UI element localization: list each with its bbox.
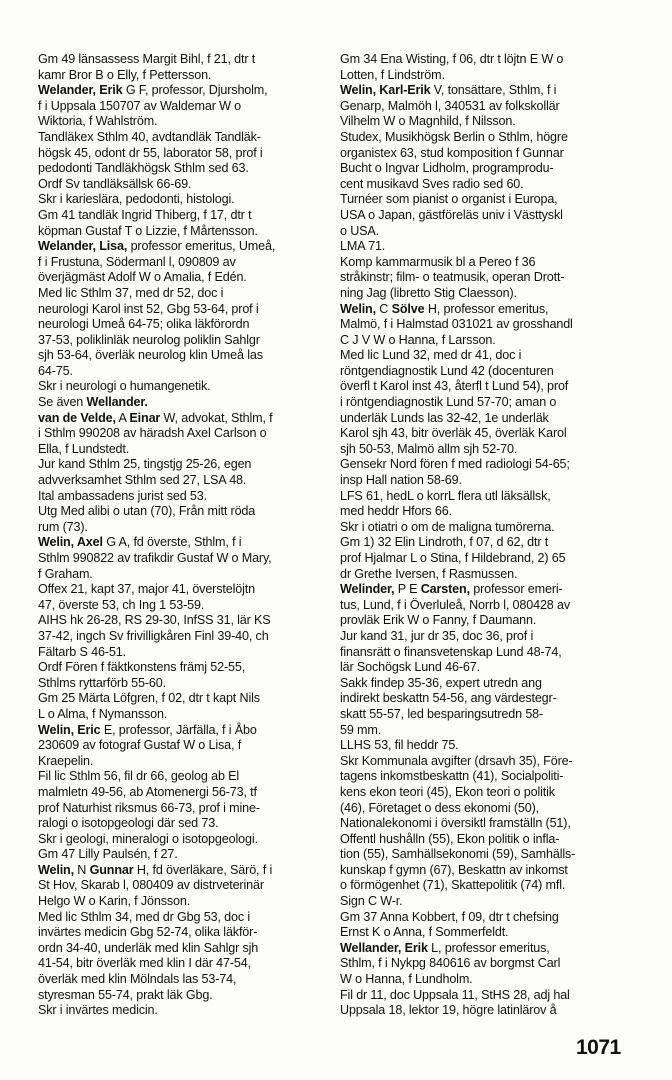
text-line <box>38 286 328 302</box>
text-run: Komp kammarmusik bl a Pereo f 36 <box>340 254 536 269</box>
text-run: Med lic Lund 32, med dr 41, doc i <box>340 348 522 363</box>
text-run: Fältarb S 46-51. <box>38 644 126 659</box>
text-run: 37-42, ingch Sv frivilligkåren Finl 39-40, ch <box>38 628 269 643</box>
text-run: stråkinstr; film- o teatmusik, operan Drott- <box>340 270 565 285</box>
text-line <box>340 270 636 286</box>
text-line <box>38 598 328 614</box>
text-run: pedodonti Tandläkhögsk Sthlm sed 63. <box>38 161 249 176</box>
text-line <box>340 395 636 411</box>
text-run: 37-53, poliklinläk neurolog poliklin Sahlgr <box>38 332 260 347</box>
text-run: USA o Japan, gästföreläs univ i Västtyskl <box>340 207 563 222</box>
text-run: Sthlms ryttarförb 55-60. <box>38 675 166 690</box>
text-run: Bucht o Ingvar Lidholm, programprodu- <box>340 161 554 176</box>
bold-run: Wellander. <box>86 395 148 410</box>
text-line <box>340 333 636 349</box>
text-run: styresman 55-74, prakt läk Gbg. <box>38 987 213 1002</box>
text-line <box>340 177 636 193</box>
bold-run: Sölve <box>391 301 425 316</box>
text-line <box>340 114 636 130</box>
text-run: cent musikavd Sves radio sed 60. <box>340 176 524 191</box>
text-line <box>340 442 636 458</box>
text-line <box>38 364 328 380</box>
text-line <box>38 99 328 115</box>
text-line <box>340 629 636 645</box>
text-line <box>38 878 328 894</box>
text-run: överfl t Karol inst 43, återfl t Lund 54), prof <box>340 379 569 394</box>
text-run: högsk 45, odont dr 55, laborator 58, prof i <box>38 145 263 160</box>
text-run: Sign C W-r. <box>340 894 403 909</box>
text-run: (46), Företaget o dess ekonomi (50), <box>340 800 539 815</box>
bold-run: Welander, Erik <box>38 83 123 98</box>
text-run: kens ekon teori (45), Ekon teori o politik <box>340 784 555 799</box>
bold-run: Wellander, Erik <box>340 940 428 955</box>
text-line <box>38 660 328 676</box>
text-line <box>340 52 636 68</box>
bold-run: Carsten, <box>420 582 470 597</box>
text-run: röntgendiagnostik Lund 42 (docenturen <box>340 363 554 378</box>
text-line <box>340 161 636 177</box>
text-run: Malmö, f i Halmstad 031021 av grosshandl <box>340 317 573 332</box>
page-number: 1071 <box>576 1036 621 1059</box>
text-line <box>340 457 636 473</box>
text-line <box>340 645 636 661</box>
text-run: L, professor emeritus, <box>427 940 550 955</box>
bold-run: Gunnar <box>89 862 134 877</box>
text-run: Gm 34 Ena Wisting, f 06, dtr t löjtn E W o <box>340 52 564 66</box>
text-run: kamr Bror B o Elly, f Pettersson. <box>38 67 212 82</box>
text-line <box>38 68 328 84</box>
text-line <box>340 302 636 318</box>
text-run: Helgo W o Karin, f Jönsson. <box>38 894 191 909</box>
text-run: Offex 21, kapt 37, major 41, överstelöjtn <box>38 582 255 597</box>
text-run: tagens inkomstbeskattn (41), Socialpoliti- <box>340 769 564 784</box>
text-run: 41-54, bitr överläk med klin I där 47-54, <box>38 956 251 971</box>
bold-run: Welin, Karl-Erik <box>340 83 431 98</box>
text-line <box>340 68 636 84</box>
text-line <box>340 224 636 240</box>
text-line <box>340 878 636 894</box>
text-line <box>38 333 328 349</box>
text-run: 64-75. <box>38 363 73 378</box>
text-run: Kraepelin. <box>38 753 94 768</box>
text-run: dr Grethe Iversen, f Rasmussen. <box>340 566 518 581</box>
text-line <box>340 489 636 505</box>
text-line <box>340 754 636 770</box>
text-run: malmletn 49-56, ab Atomenergi 56-73, tf <box>38 784 257 799</box>
text-run: Jur kand Sthlm 25, tingstjg 25-26, egen <box>38 457 252 472</box>
text-run: Sthlm 990822 av trafikdir Gustaf W o Mary, <box>38 551 272 565</box>
text-run: Gm 1) 32 Elin Lindroth, f 07, d 62, dtr t <box>340 535 549 550</box>
text-line <box>38 816 328 832</box>
text-line <box>340 972 636 988</box>
text-line <box>38 785 328 801</box>
text-run: tus, Lund, f i Överluleå, Norrb l, 080428 av <box>340 597 571 612</box>
text-run: överjägmäst Adolf W o Amalia, f Edén. <box>38 270 247 285</box>
text-run: LLHS 53, fil heddr 75. <box>340 738 459 753</box>
text-line <box>340 551 636 567</box>
text-line <box>340 691 636 707</box>
text-line <box>38 520 328 536</box>
text-run: i Sthlm 990208 av häradsh Axel Carlson o <box>38 426 267 441</box>
text-line <box>38 442 328 458</box>
text-run: tion (55), Samhällsekonomi (59), Samhälls- <box>340 847 576 862</box>
text-run: 230609 av fotograf Gustaf W o Lisa, f <box>38 738 242 753</box>
text-run: Gm 25 Märta Löfgren, f 02, dtr t kapt Nils <box>38 691 260 706</box>
text-run: f i Uppsala 150707 av Waldemar W o <box>38 98 242 113</box>
text-run: Sakk findep 35-36, expert utredn ang <box>340 675 542 690</box>
text-line <box>38 972 328 988</box>
text-line <box>38 270 328 286</box>
text-line <box>38 317 328 333</box>
text-line <box>38 411 328 427</box>
text-line <box>340 146 636 162</box>
text-line <box>38 146 328 162</box>
text-run: insp Hall nation 58-69. <box>340 473 462 488</box>
text-run: köpman Gustaf T o Lizzie, f Mårtensson. <box>38 223 258 238</box>
text-line <box>340 832 636 848</box>
text-run: Vilhelm W o Magnhild, f Nilsson. <box>340 114 516 129</box>
text-line <box>340 473 636 489</box>
text-run: Fil dr 11, doc Uppsala 11, StHS 28, adj hal <box>340 987 570 1002</box>
text-line <box>38 847 328 863</box>
text-run: W, advokat, Sthlm, f <box>160 410 273 425</box>
text-line <box>38 395 328 411</box>
text-run: Ordf Fören f fäktkonstens främj 52-55, <box>38 660 246 675</box>
text-run: P E <box>394 582 421 597</box>
text-line <box>38 192 328 208</box>
text-line <box>38 691 328 707</box>
text-line <box>340 364 636 380</box>
text-line <box>340 816 636 832</box>
text-run: Skr i neurologi o humangenetik. <box>38 379 211 394</box>
text-run: Fil lic Sthlm 56, fil dr 66, geolog ab El <box>38 769 240 784</box>
text-run: neurologi Umeå 64-75; olika läkförordn <box>38 317 250 332</box>
text-line <box>38 988 328 1004</box>
text-run: med heddr Hfors 66. <box>340 504 452 519</box>
text-run: Skr Kommunala avgifter (drsavh 35), Före- <box>340 753 573 768</box>
text-line <box>340 676 636 692</box>
text-line <box>38 535 328 551</box>
text-line <box>38 379 328 395</box>
text-line <box>38 910 328 926</box>
text-run: Skr i karieslära, pedodonti, histologi. <box>38 192 235 207</box>
text-line <box>38 801 328 817</box>
text-run: Skr i geologi, mineralogi o isotopgeologi. <box>38 831 258 846</box>
text-line <box>38 567 328 583</box>
text-line <box>340 520 636 536</box>
bold-run: Einar <box>129 410 161 425</box>
bold-run: Welinder, <box>340 582 395 597</box>
text-run: lär Sochögsk Lund 46-67. <box>340 660 480 675</box>
text-line <box>38 52 328 68</box>
text-run: Ordf Sv tandläksällsk 66-69. <box>38 176 192 191</box>
text-line <box>38 941 328 957</box>
text-run: ning Jag (libretto Stig Claesson). <box>340 285 517 300</box>
text-line <box>38 1003 328 1019</box>
text-run: Med lic Sthlm 37, med dr 52, doc i <box>38 285 224 300</box>
text-run: professor emeri- <box>469 582 563 597</box>
text-line <box>38 769 328 785</box>
text-line <box>340 785 636 801</box>
text-run: Gm 47 Lilly Paulsén, f 27. <box>38 847 178 862</box>
text-line <box>340 582 636 598</box>
text-line <box>38 956 328 972</box>
text-line <box>340 613 636 629</box>
text-line <box>340 910 636 926</box>
left-column <box>38 52 328 1019</box>
text-line <box>340 988 636 1004</box>
text-line <box>38 925 328 941</box>
bold-run: van de Velde, <box>38 410 116 425</box>
text-line <box>38 894 328 910</box>
bold-run: Welander, Lisa, <box>38 239 128 254</box>
text-run: överläk med klin Mölndals las 53-74, <box>38 972 237 987</box>
text-run: Uppsala 18, lektor 19, högre latinlärov å <box>340 1003 557 1018</box>
text-run: 59 mm. <box>340 722 382 737</box>
text-run: A <box>115 410 130 425</box>
text-line <box>340 99 636 115</box>
text-line <box>38 723 328 739</box>
text-line <box>340 660 636 676</box>
text-run: Gm 37 Anna Kobbert, f 09, dtr t chefsing <box>340 909 559 924</box>
text-run: H, professor emeritus, <box>424 301 549 316</box>
right-column <box>340 52 636 1019</box>
text-run: G A, fd överste, Sthlm, f i <box>102 535 242 550</box>
text-run: underläk Lunds las 32-42, 1e underläk <box>340 410 549 425</box>
text-run: Studex, Musikhögsk Berlin o Sthlm, högre <box>340 129 568 144</box>
text-run: organistex 63, stud komposition f Gunnar <box>340 145 564 160</box>
bold-run: Welin, Axel <box>38 535 103 550</box>
text-run: LMA 71. <box>340 239 386 254</box>
text-line <box>340 925 636 941</box>
text-run: Ital ambassadens jurist sed 53. <box>38 488 207 503</box>
text-line <box>340 567 636 583</box>
text-line <box>340 535 636 551</box>
text-run: Gensekr Nord fören f med radiologi 54-65; <box>340 457 570 472</box>
text-line <box>38 613 328 629</box>
text-run: E, professor, Järfälla, f i Åbo <box>100 722 257 737</box>
text-line <box>38 208 328 224</box>
text-line <box>38 629 328 645</box>
text-line <box>340 847 636 863</box>
text-run: sjh 53-64, överläk neurolog klin Umeå las <box>38 348 263 363</box>
text-line <box>38 302 328 318</box>
text-line <box>340 941 636 957</box>
text-run: f Graham. <box>38 566 93 581</box>
text-run: L o Alma, f Nymansson. <box>38 706 168 721</box>
text-line <box>38 114 328 130</box>
text-run: sjh 50-53, Malmö allm sjh 52-70. <box>340 441 518 456</box>
text-run: Turnéer som pianist o organist i Europa, <box>340 192 558 207</box>
text-line <box>340 286 636 302</box>
text-line <box>340 317 636 333</box>
text-run: o USA. <box>340 223 379 238</box>
text-line <box>340 738 636 754</box>
text-line <box>38 645 328 661</box>
text-line <box>340 1003 636 1019</box>
text-run: G F, professor, Djursholm, <box>122 83 268 98</box>
text-run: prof Naturhist riksmus 66-73, prof i mine- <box>38 800 260 815</box>
text-run: invärtes medicin Gbg 52-74, olika läkför- <box>38 925 258 940</box>
text-line <box>38 255 328 271</box>
text-line <box>340 723 636 739</box>
text-line <box>38 473 328 489</box>
text-line <box>340 769 636 785</box>
text-line <box>38 676 328 692</box>
text-line <box>38 224 328 240</box>
text-run: Jur kand 31, jur dr 35, doc 36, prof i <box>340 628 534 643</box>
text-run: Utg Med alibi o utan (70), Från mitt röda <box>38 504 256 519</box>
text-line <box>38 551 328 567</box>
text-line <box>340 130 636 146</box>
text-run: advverksamhet Sthlm sed 27, LSA 48. <box>38 473 247 488</box>
text-line <box>340 83 636 99</box>
text-run: professor emeritus, Umeå, <box>127 239 276 254</box>
text-run: H, fd överläkare, Särö, f i <box>133 862 273 877</box>
text-run: neurologi Karol inst 52, Gbg 53-64, prof i <box>38 301 259 316</box>
text-line <box>38 348 328 364</box>
text-run: Skr i invärtes medicin. <box>38 1003 158 1018</box>
text-line <box>38 161 328 177</box>
text-line <box>38 426 328 442</box>
bold-run: Welin, <box>38 862 74 877</box>
text-line <box>38 83 328 99</box>
text-line <box>38 832 328 848</box>
text-run: V, tonsättare, Sthlm, f i <box>430 83 557 98</box>
bold-run: Welin, <box>340 301 376 316</box>
text-run: Gm 49 länsassess Margit Bihl, f 21, dtr t <box>38 52 256 66</box>
text-line <box>38 489 328 505</box>
text-run: St Hov, Skarab l, 080409 av distrveterinär <box>38 878 264 893</box>
text-line <box>340 426 636 442</box>
text-run: C J V W o Hanna, f Larsson. <box>340 332 496 347</box>
text-run: f i Frustuna, Södermanl l, 090809 av <box>38 254 236 269</box>
text-line <box>38 504 328 520</box>
text-line <box>340 239 636 255</box>
text-run: Ella, f Lundstedt. <box>38 441 130 456</box>
text-run: ralogi o isotopgeologi där sed 73. <box>38 816 219 831</box>
text-run: rum (73). <box>38 519 88 534</box>
text-run: provläk Erik W o Fanny, f Daumann. <box>340 613 537 628</box>
text-line <box>340 192 636 208</box>
text-line <box>38 457 328 473</box>
text-line <box>38 130 328 146</box>
text-run: prof Hjalmar L o Stina, f Hildebrand, 2) 65 <box>340 551 566 565</box>
text-run: i röntgendiagnostik Lund 57-70; aman o <box>340 395 557 410</box>
text-line <box>38 738 328 754</box>
text-line <box>340 208 636 224</box>
text-line <box>340 411 636 427</box>
text-run: Med lic Sthlm 34, med dr Gbg 53, doc i <box>38 909 250 924</box>
text-line <box>340 707 636 723</box>
text-run: Gm 41 tandläk Ingrid Thiberg, f 17, dtr t <box>38 207 252 222</box>
text-line <box>38 239 328 255</box>
text-run: Sthlm, f i Nykpg 840616 av borgmst Carl <box>340 956 561 971</box>
text-run: LFS 61, hedL o korrL flera utl läksällsk, <box>340 488 551 503</box>
text-line <box>38 582 328 598</box>
text-run: skatt 55-57, led besparingsutredn 58- <box>340 706 544 721</box>
text-line <box>38 754 328 770</box>
text-run: AIHS hk 26-28, RS 29-30, InfSS 31, lär KS <box>38 613 271 628</box>
text-run: Ernst K o Anna, f Sommerfeldt. <box>340 925 509 940</box>
text-run: indirekt beskattn 54-56, ang värdestegr- <box>340 691 557 706</box>
text-line <box>340 956 636 972</box>
text-run: Tandläkex Sthlm 40, avdtandläk Tandläk- <box>38 129 261 144</box>
text-run: Karol sjh 43, bitr överläk 45, överläk Karol <box>340 426 567 441</box>
text-line <box>340 894 636 910</box>
text-line <box>340 598 636 614</box>
text-run: Nationalekonomi i översiktl framställn (51), <box>340 816 571 831</box>
text-run: kunskap f gymn (67), Beskattn av inkomst <box>340 862 568 877</box>
text-line <box>340 863 636 879</box>
text-run: Lotten, f Lindström. <box>340 67 445 82</box>
text-line <box>340 348 636 364</box>
text-line <box>340 801 636 817</box>
text-run: Wiktoria, f Wahlström. <box>38 114 158 129</box>
text-run: Genarp, Malmöh l, 340531 av folkskollär <box>340 98 560 113</box>
text-run: finansrätt o finansvetenskap Lund 48-74, <box>340 644 562 659</box>
text-line <box>340 255 636 271</box>
text-run: Se även <box>38 395 87 410</box>
text-line <box>38 863 328 879</box>
text-run: W o Hanna, f Lundholm. <box>340 972 473 987</box>
text-line <box>38 707 328 723</box>
text-line <box>340 379 636 395</box>
text-run: C <box>375 301 392 316</box>
text-run: ordn 34-40, underläk med klin Sahlgr sjh <box>38 940 259 955</box>
text-run: Offentl hushålln (55), Ekon politik o infla- <box>340 831 560 846</box>
text-run: Skr i otiatri o om de maligna tumörerna. <box>340 519 555 534</box>
text-run: o förmögenhet (71), Skattepolitik (74) mfl. <box>340 878 566 893</box>
text-run: 47, överste 53, ch Ing 1 53-59. <box>38 597 205 612</box>
text-run: N <box>73 862 90 877</box>
text-line <box>38 177 328 193</box>
text-line <box>340 504 636 520</box>
bold-run: Welin, Eric <box>38 722 101 737</box>
